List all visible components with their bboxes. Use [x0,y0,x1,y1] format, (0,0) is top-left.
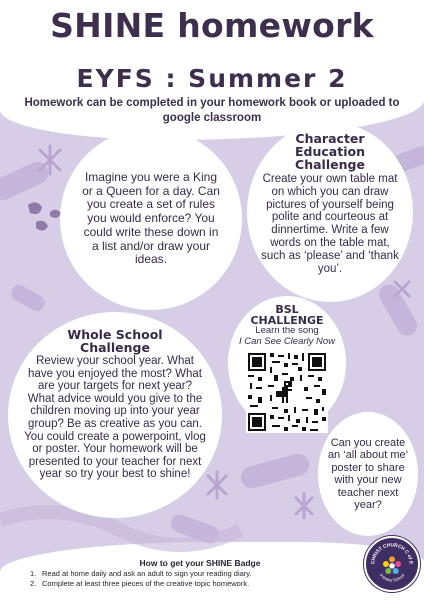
qr-code-icon[interactable] [246,351,328,433]
heading-line: Character [295,131,365,146]
task-bsl-text: Learn the song [255,325,319,336]
heading-line: BSL [275,303,299,316]
heading-line: Whole School [67,327,163,342]
task-bsl-song: I Can See Clearly Now [238,335,336,347]
task-all-about-me-text: Can you create an ‘all about me’ poster to share with your new teacher next year? [327,436,409,511]
step-text: Read at home daily and ask an adult to sign your reading diary. [42,569,252,578]
task-character-text: Create your own table mat on which you can draw pictures of yourself being polite and courteous at dinnertime. Write a few words on the table mat, such as ‘please’ and ‘thank you’. [261,173,399,275]
task-whole-school [8,312,222,518]
step-number: 2. [30,578,37,588]
heading-line: Education [295,144,365,159]
heading-line: Challenge [80,340,150,355]
instructions-text: Homework can be completed in your homework book or uploaded to google classroom [24,97,400,124]
svg-text:Primary School [379,573,406,583]
task-character-education [247,122,413,302]
step-number: 1. [30,569,37,578]
task-whole-school-heading [67,328,162,354]
task-bsl [228,296,346,430]
logo-bottom-text: Primary School [378,572,406,583]
heading-line: Challenge [295,157,365,172]
task-bsl-heading [250,304,323,326]
heading-line: CHALLENGE [250,314,324,327]
page-subtitle: EYFS : Summer 2 [76,64,348,93]
task-character-heading [295,132,365,171]
badge-steps [30,569,252,588]
logo-top-text: CHRIST CHURCH C of E [371,543,413,565]
page-title: SHINE homework [50,6,374,45]
step-text: Complete at least three pieces of the creative topic homework. [42,578,250,588]
list-item [30,569,252,579]
task-all-about-me [318,412,418,536]
badge-title: How to get your SHINE Badge [139,558,261,568]
task-whole-school-text: Review your school year. What have you enjoyed the most? What are your targets for next year? What advice would you give to the children moving up into your year group? Be as creative as you can. You could create a powerpoint, vlog or poster. Your homework will be presented to your teacher for next year so try your best to shine! [24,355,206,481]
task-king-queen-text: Imagine you were a King or a Queen for a day. Can you create a set of rules you would enforce? You could write these down in a list and/or draw your ideas. [82,169,220,267]
task-king-queen [60,128,242,310]
school-logo-icon [364,536,420,592]
list-item [30,579,252,589]
